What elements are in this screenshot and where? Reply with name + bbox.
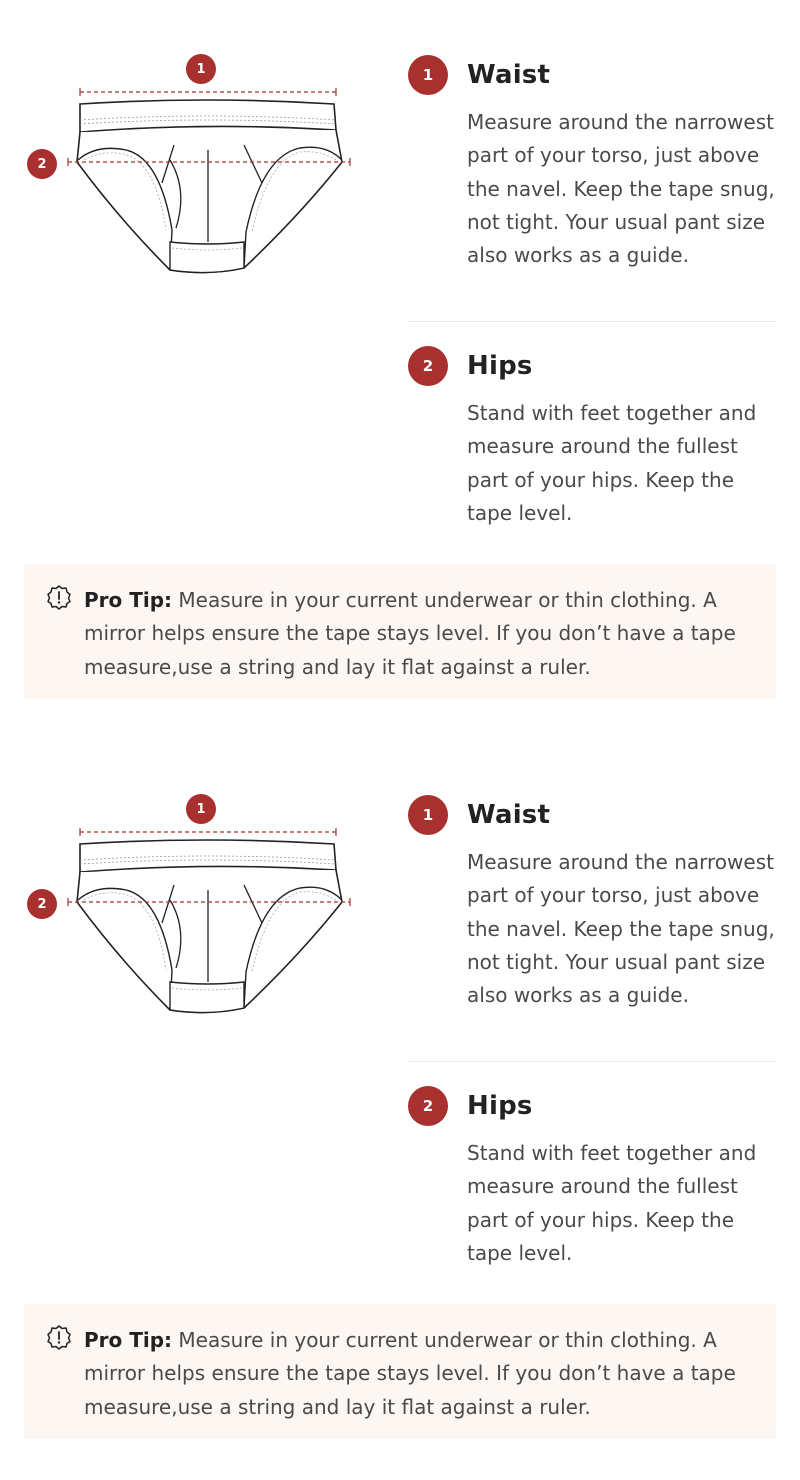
alert-badge-icon <box>46 1324 72 1350</box>
measurement-description: Stand with feet together and measure around the fullest part of your hips. Keep the tape level. <box>467 401 757 525</box>
size-guide-section <box>0 740 800 1440</box>
pro-tip-body: Measure in your current underwear or thin clothing. A mirror helps ensure the tape stays level. If you don’t have a tape measure,use a string and lay it flat against a ruler. <box>84 588 736 679</box>
underwear-measurement-diagram <box>0 740 400 1040</box>
underwear-measurement-diagram <box>0 0 400 300</box>
measurement-title: Waist <box>467 800 551 830</box>
pro-tip-label: Pro Tip: <box>84 588 173 612</box>
pro-tip-text <box>84 584 764 684</box>
alert-badge-icon <box>46 584 72 610</box>
diagram-marker-hips: 2 <box>27 889 57 919</box>
measurement-number-badge: 2 <box>408 346 448 386</box>
size-guide-section <box>0 0 800 700</box>
pro-tip-body: Measure in your current underwear or thin clothing. A mirror helps ensure the tape stays level. If you don’t have a tape measure,use a string and lay it flat against a ruler. <box>84 1328 736 1419</box>
measurement-title: Hips <box>467 351 533 381</box>
diagram-marker-waist: 1 <box>186 794 216 824</box>
measurement-number-badge: 2 <box>408 1086 448 1126</box>
brief-illustration <box>0 740 400 1040</box>
measurement-title: Waist <box>467 60 551 90</box>
pro-tip-label: Pro Tip: <box>84 1328 173 1352</box>
pro-tip-box <box>24 564 776 699</box>
measurement-description: Stand with feet together and measure around the fullest part of your hips. Keep the tape level. <box>467 1141 757 1265</box>
diagram-marker-waist: 1 <box>186 54 216 84</box>
measurement-description: Measure around the narrowest part of your torso, just above the navel. Keep the tape snug, not tight. Your usual pant size also works as a guide. <box>467 110 775 268</box>
diagram-marker-hips: 2 <box>27 149 57 179</box>
pro-tip-box <box>24 1304 776 1439</box>
measurement-number-badge: 1 <box>408 795 448 835</box>
measurement-number-badge: 1 <box>408 55 448 95</box>
measurement-description: Measure around the narrowest part of your torso, just above the navel. Keep the tape snug, not tight. Your usual pant size also works as a guide. <box>467 850 775 1008</box>
divider <box>408 321 776 322</box>
divider <box>408 1061 776 1062</box>
measurement-title: Hips <box>467 1091 533 1121</box>
brief-illustration <box>0 0 400 300</box>
pro-tip-text <box>84 1324 764 1424</box>
